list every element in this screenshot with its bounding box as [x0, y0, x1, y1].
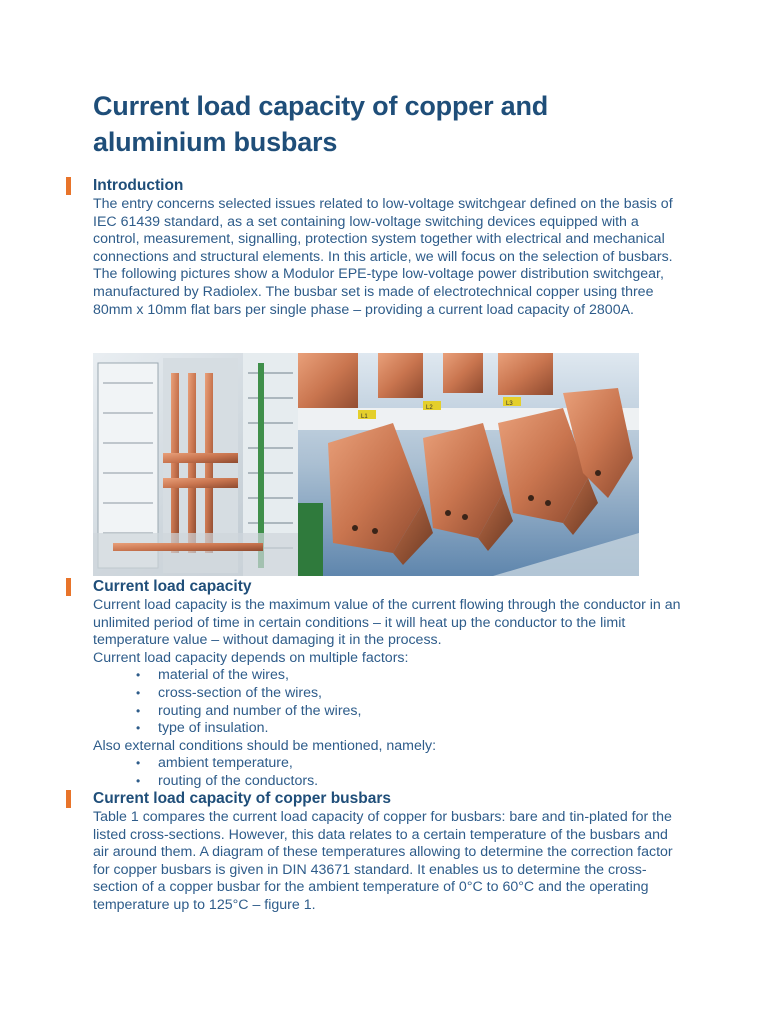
- factors-list: [93, 667, 683, 737]
- switchgear-photo-illustration: [93, 353, 639, 576]
- capacity-paragraph-2: Current load capacity depends on multiple factors:: [93, 649, 409, 666]
- section-current-load-capacity: [93, 577, 683, 791]
- phase-label: L3: [506, 401, 513, 407]
- section-heading: Current load capacity of copper busbars: [93, 790, 392, 807]
- copper-paragraph-1: Table 1 compares the current load capacity of copper for busbars: bare and tin-plated for the listed cross-sections. However, this data relates to a certain temperature of the busbars and air around them. A diagram of these temperatures allowing to determine the correction factor for copper busbars is given in DIN 43671 standard. It enables us to determine the cross-section of a copper busbar for the ambient temperature of 0°C to 60°C and the operating temperature up to 125°C – figure 1.: [93, 809, 673, 913]
- section-marker: [66, 177, 71, 195]
- phase-label: L2: [426, 405, 433, 411]
- list-item: • ambient temperature,: [158, 755, 683, 773]
- capacity-paragraph-1: Current load capacity is the maximum value of the current flowing through the conductor in an unlimited period of time in certain conditions – it will heat up the conductor to the limit temperature value – without damaging it in the process.: [93, 597, 681, 649]
- section-heading: Introduction: [93, 177, 184, 194]
- intro-paragraph-2: The following pictures show a Modulor EPE-type low-voltage power distribution switchgear, manufactured by Radiolex. The busbar set is made of electrotechnical copper using three 80mm x 10mm flat bars per single phase – providing a current load capacity of 2800A.: [93, 266, 664, 318]
- intro-paragraph-1: The entry concerns selected issues related to low-voltage switchgear defined on the basis of IEC 61439 standard, as a set containing low-voltage switching devices equipped with a control, measurement, signalling, protection system together with electrical and mechanical connections and structural elements. In this article, we will focus on the selection of busbars.: [93, 196, 673, 265]
- list-item: • cross-section of the wires,: [158, 685, 683, 703]
- section-copper-busbars: [93, 789, 683, 915]
- capacity-paragraph-3: Also external conditions should be mentioned, namely:: [93, 737, 437, 754]
- section-heading: Current load capacity: [93, 578, 252, 595]
- section-introduction: [93, 176, 683, 319]
- page-title: Current load capacity of copper and aluminium busbars: [93, 91, 549, 157]
- switchgear-photos: [93, 353, 639, 576]
- section-marker: [66, 578, 71, 596]
- list-item: • material of the wires,: [158, 667, 683, 685]
- list-item: • type of insulation.: [158, 720, 683, 738]
- list-item: • routing of the conductors.: [158, 773, 683, 791]
- phase-label: L1: [361, 414, 368, 420]
- section-marker: [66, 790, 71, 808]
- external-conditions-list: [93, 755, 683, 790]
- list-item: • routing and number of the wires,: [158, 703, 683, 721]
